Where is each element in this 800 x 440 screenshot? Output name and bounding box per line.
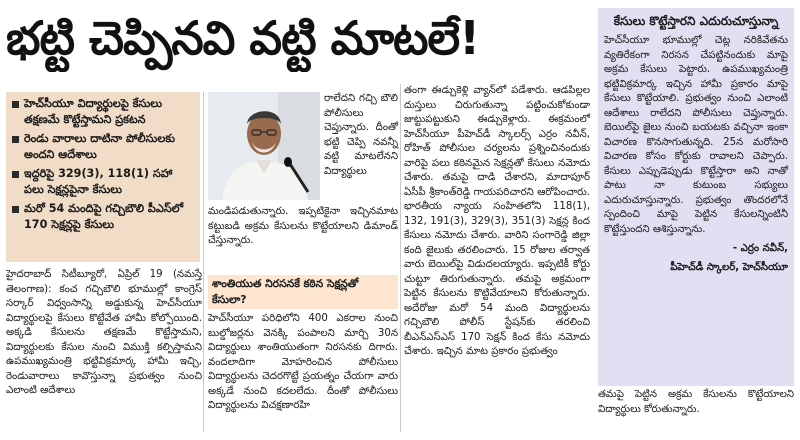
highlight-text: హెచ్‌సీయూ విద్యార్థులపై కేసులు తక్షణమే కొట్టేస్తామని ప్రకటన xyxy=(24,97,163,126)
square-bullet-icon xyxy=(12,206,19,213)
headline: భట్టి చెప్పినవి వట్టి మాటలే! xyxy=(6,11,480,65)
signature-name: - ఎర్రం నవీన్, xyxy=(732,243,788,254)
highlight-text: రెండు వారాలు దాటినా పోలీసులకు అందని ఆదేశాలు xyxy=(24,132,176,161)
person-photo-icon xyxy=(208,92,320,200)
sidebar-body: హెచ్‌సీయూ భూముల్లో చెట్ల నరికివేతను వ్యతిరేకంగా నిరసన చేపట్టినందుకు మాపై అక్రమ కేసులు పెట్టారు. ఉపముఖ్యమంత్రి భట్టివిక్రమార్క ఇచ్చిన హామీ ప్రకారం మాపై కేసులు కొట్టేయాలి. ప్రభుత్వం నుంచి ఎలాంటి ఆదేశాలు రాలేదని పోలీసులు చెప్తున్నారు. బెయిల్‌పై జైలు నుంచి బయటకు వచ్చినా ఇంకా విచారణ కొనసాగుతున్నది. 25న మరోసారి విచారణ కోసం కోర్టుకు రావాలని చెప్పారు. కేసులు ఎప్పుడెప్పుడు కొట్టేస్తారా అని నాతో పాటు నా కుటుంబ సభ్యులు ఎదురుచూస్తున్నారు. ప్రభుత్వం తొందరలోనే స్పందించి మాపై పెట్టిన కేసులన్నింటినీ కొట్టేస్తుందని ఆశిస్తున్నాను. xyxy=(604,35,788,235)
square-bullet-icon xyxy=(12,101,19,108)
photo-side-text: రాలేదని గచ్చి బౌలి పోలీసులు చెప్తున్నారు. దీంతో భట్టి చెప్పి నవన్నీ వట్టి మాటలేనని విద్యార్థులు xyxy=(324,93,398,177)
highlight-text: ఇద్దరిపై 329(3), 118(1) సహా పలు సెక్షన్లపైనా కేసులు xyxy=(24,167,173,196)
article-column-left: హైదరాబాద్ సిటీబ్యూరో, ఏప్రిల్ 19 (నమస్తే తెలంగాణ): కంచ గచ్చిబౌలి భూముల్లో కాంగ్రెస్ సర్కార్ విధ్వంసాన్ని అడ్డుకున్న హెచ్‌సీయూ విద్యార్థులపై కేసులు కొట్టేవేత హామీ కోల్పోయింది. అక్కడి కేసులను తక్షణమే కొట్టేస్తామని, విద్యార్థులకు కేసుల నుంచి విముక్తి కల్పిస్తామని ఉపముఖ్యమంత్రి భట్టివిక్రమార్క హామీ ఇచ్చి, రెండువారాలు కావొస్తున్నా ప్రభుత్వం నుంచి ఎలాంటి ఆదేశాలు xyxy=(6,269,202,396)
column-divider xyxy=(203,92,204,432)
highlight-text: మరో 54 మందిపై గచ్చిబౌలి పీఎస్‌లో 170 సెక్షన్లపై కేసులు xyxy=(24,202,184,231)
article-column-middle: మండిపడుతున్నారు. ఇప్పటికైనా ఇచ్చినమాట కట్టుబడి అక్రమ కేసులను కొట్టేయాలని డిమాండ్ చేస్తున్నారు. xyxy=(208,206,398,246)
highlight-item xyxy=(12,201,194,233)
article-continuation: తమపై పెట్టిన అక్రమ కేసులను కొట్టేయాలని విద్యార్థులు కోరుతున్నారు. xyxy=(598,389,794,415)
square-bullet-icon xyxy=(12,136,19,143)
highlight-item xyxy=(12,166,194,198)
highlight-item xyxy=(12,96,194,128)
column-divider xyxy=(400,84,401,432)
subheading: శాంతియుత నిరసనకే కఠిన సెక్షన్లతో కేసులా? xyxy=(208,275,398,309)
square-bullet-icon xyxy=(12,171,19,178)
sidebar-title: కేసులు కొట్టేస్తారని ఎదురుచూస్తున్నా xyxy=(613,14,779,28)
signature-role: పీహెచ్‌డీ స్కాలర్, హెచ్‌సీయూ xyxy=(670,262,788,273)
article-column-right: తంగా ఈడ్చుకెళ్లి వ్యాన్‌లో పడేశారు. ఆడపిల్లల దుస్తులు చిరుగుతున్నా పట్టించుకోకుండా జుట్టుపట్టుకుని ఈడ్చుకెళ్లారు. ఈక్రమంలో హెచ్‌సీయూ పీహెచ్‌డీ స్కాలర్స్ ఎర్రం నవీన్, రోహిత్ పోలీసుల చర్యలను ప్రశ్నించినందుకు వారిపై పలు కఠినమైన సెక్షన్లతో కేసులు నమోదు చేశారు. తమపై దాడి చేశారని, మాదాపూర్ ఏసీపీ శ్రీకాంత్‌రెడ్డి గాయపరిచారని ఆరోపించారు. భారతీయ న్యాయ సంహితలోని 118(1), 132, 191(3), 329(3), 351(3) సెక్షన్ల కింద కేసులు నమోదు చేశారు. వారిని సంగారెడ్డి జిల్లా కంది జైలుకు తరలించారు. 15 రోజుల తర్వాత వారు బెయిల్‌పై విడుదలయ్యారు. ఇప్పటికీ కోర్టు చుట్టూ తిరుగుతున్నారు. తమపై అక్రమంగా పెట్టిన కేసులను కొట్టివేయాలని కోరుతున్నారు. అదేరోజు మరో 54 మంది విద్యార్థులను గచ్చిబౌలి పోలీస్ స్టేషన్‌కు తరలించి బీఎన్ఎస్ఎస్ 170 సెక్షన్ కింద కేసు నమోదు చేశారు. ఇచ్చిన మాట ప్రకారం ప్రభుత్వం xyxy=(404,85,590,357)
highlights-box xyxy=(6,92,200,262)
quote-sidebar xyxy=(598,8,794,386)
person-photo xyxy=(208,92,320,200)
highlight-item xyxy=(12,131,194,163)
article-column-middle-2: హెచ్‌సీయూ పరిధిలోని 400 ఎకరాల నుంచి బుల్డోజర్లను వెనక్కి పంపాలని మార్చి 30న విద్యార్థులు శాంతియుతంగా నిరసనకు దిగారు. వందలాదిగా మోహరించిన పోలీసులు విద్యార్థులను చెదరగొట్టే ప్రయత్నం చేయగా వారు అక్కడే నుంచి కదలలేదు. దీంతో పోలీసులు విద్యార్థులను విచక్షణారహి xyxy=(208,313,398,411)
